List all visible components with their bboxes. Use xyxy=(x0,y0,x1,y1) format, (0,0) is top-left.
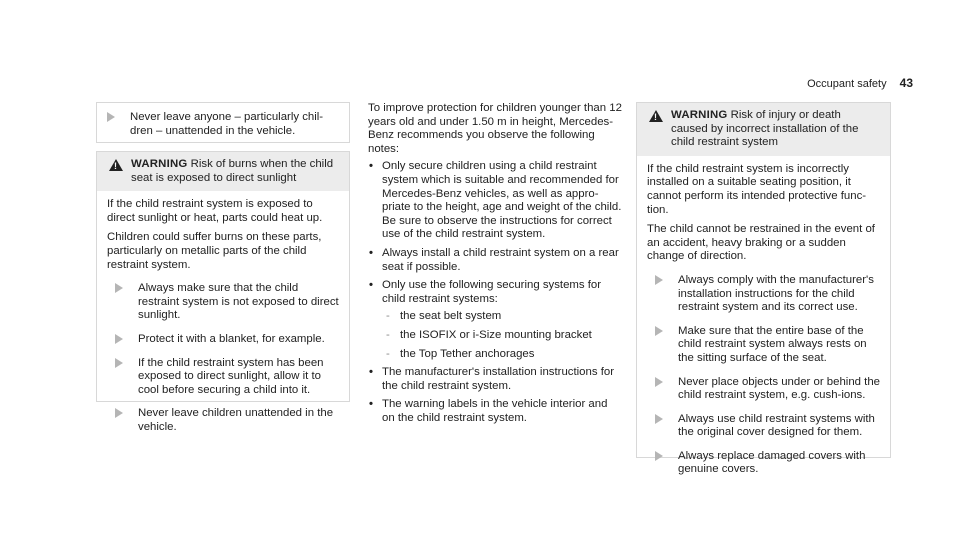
arrow-icon xyxy=(655,414,663,424)
sub-list-item: - the Top Tether anchorages xyxy=(382,348,623,362)
sub-list-item: - the ISOFIX or i-Size mounting bracket xyxy=(382,329,623,343)
arrow-icon xyxy=(655,451,663,461)
instruction-text: Always make sure that the child restraint system is not exposed to direct sunlight. xyxy=(138,282,339,322)
arrow-icon xyxy=(115,334,123,344)
securing-systems-list xyxy=(382,310,623,361)
note-box xyxy=(96,102,350,143)
list-item: • Always install a child restraint system on a rear seat if possible. xyxy=(368,247,623,274)
warning-triangle-icon xyxy=(649,110,663,122)
warning-paragraph: If the child restraint system is incorrectly installed on a suitable seating position, it cannot perform its intended protective func-tion. xyxy=(647,162,867,216)
instruction-text: Never place objects under or behind the child restraint system, e.g. cush-ions. xyxy=(678,375,880,402)
warning-header xyxy=(637,103,890,156)
warning-label: WARNING xyxy=(671,109,728,121)
warning-triangle-icon xyxy=(109,159,123,171)
warning-body xyxy=(97,191,349,448)
warning-label: WARNING xyxy=(131,158,188,170)
arrow-icon xyxy=(655,326,663,336)
page-number: 43 xyxy=(899,76,913,90)
arrow-icon xyxy=(115,283,123,293)
warning-instruction xyxy=(115,357,339,398)
arrow-icon xyxy=(655,275,663,285)
arrow-icon xyxy=(107,112,115,122)
warning-box-burns xyxy=(96,151,350,433)
page-header xyxy=(807,77,913,92)
instruction-text: Always use child restraint systems with the original cover designed for them. xyxy=(678,412,875,439)
instruction-text: Always replace damaged covers with genuine covers. xyxy=(678,449,866,476)
instruction-text: Make sure that the entire base of the child restraint system always rests on the sitting surface of the seat. xyxy=(678,324,867,364)
section-title: Occupant safety xyxy=(807,78,887,90)
warning-instruction xyxy=(655,450,880,477)
warning-instruction xyxy=(655,274,880,315)
warning-title: Risk of injury or death caused by incorrect installation of the child restraint system xyxy=(671,109,859,149)
warning-instruction xyxy=(115,333,339,347)
list-item: • The manufacturer's installation instructions for the child restraint system. xyxy=(368,366,623,393)
arrow-icon xyxy=(115,408,123,418)
intro-paragraph: To improve protection for children younger than 12 years old and under 1.50 m in height, Mercedes-Benz recommends you observe the following notes: xyxy=(368,102,622,155)
instruction-text: If the child restraint system has been exposed to direct sunlight, allow it to cool before securing a child into it. xyxy=(138,356,324,396)
arrow-icon xyxy=(655,377,663,387)
note-item xyxy=(107,111,339,138)
list-item: • The warning labels in the vehicle interior and on the child restraint system. xyxy=(368,398,623,425)
instruction-text: Never leave children unattended in the vehicle. xyxy=(138,407,334,433)
notes-list xyxy=(368,160,623,425)
note-text: Never leave anyone – particularly chil-dren – unattended in the vehicle. xyxy=(130,111,324,137)
warning-box-installation xyxy=(636,102,891,476)
warning-paragraph: If the child restraint system is exposed to direct sunlight or heat, parts could heat up. xyxy=(107,198,323,224)
sub-list-item: - the seat belt system xyxy=(382,310,623,324)
warning-header xyxy=(97,152,349,191)
list-item: • Only secure children using a child restraint system which is suitable and recommended for Mercedes-Benz vehicles, as well as appro-priate to the height, age and weight of the child. Be sure to observe the instructions for correct use of the child restraint system. xyxy=(368,160,623,242)
warning-paragraph: The child cannot be restrained in the event of an accident, heavy braking or a sudden change of direction. xyxy=(647,223,875,263)
arrow-icon xyxy=(115,358,123,368)
warning-title: Risk of burns when the child seat is exposed to direct sunlight xyxy=(131,158,334,184)
protection-notes xyxy=(368,102,623,430)
instruction-text: Always comply with the manufacturer's installation instructions for the child restraint system and its correct use. xyxy=(678,273,874,314)
warning-instruction xyxy=(655,413,880,440)
list-item-text: Only use the following securing systems for child restraint systems: xyxy=(382,279,602,305)
warning-body xyxy=(637,156,890,491)
warning-instruction xyxy=(115,282,339,323)
instruction-text: Protect it with a blanket, for example. xyxy=(138,332,325,345)
list-item xyxy=(368,279,623,361)
warning-paragraph: Children could suffer burns on these parts, particularly on metallic parts of the child restraint system. xyxy=(107,231,322,271)
warning-instruction xyxy=(655,376,880,403)
warning-instruction xyxy=(115,407,339,434)
warning-instruction xyxy=(655,325,880,366)
